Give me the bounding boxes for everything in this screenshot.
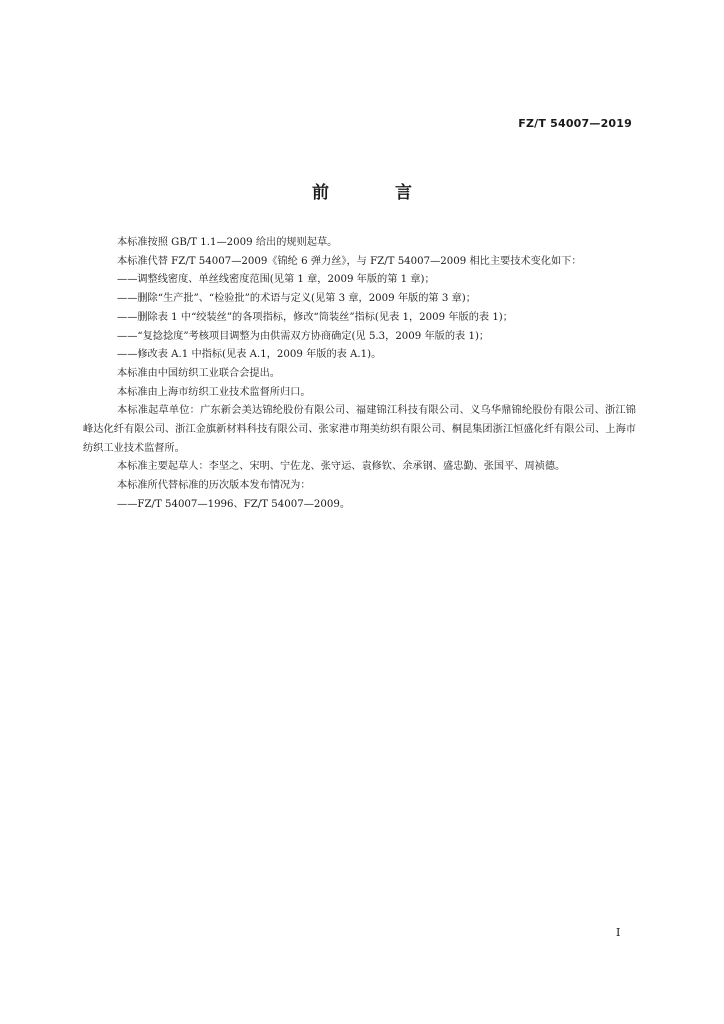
proposer-line: 本标准由中国纺织工业联合会提出。 — [117, 367, 280, 379]
change-item-4: ——“复捻捻度”考核项目调整为由供需双方协商确定(见 5.3，2009 年版的表 1)； — [117, 330, 490, 342]
centralizer-line: 本标准由上海市纺织工业技术监督所归口。 — [117, 386, 311, 398]
drafting-units — [83, 402, 636, 458]
drafting-units-text: 本标准起草单位：广东新会美达锦纶股份有限公司、福建锦江科技有限公司、义乌华鼎锦纶股份有限公司、浙江锦峰达化纤有限公司、浙江金旗新材料科技有限公司、张家港市翔美纺织有限公司、桐昆集团浙江恒盛化纤有限公司、上海市纺织工业技术监督所。 — [83, 405, 636, 454]
page-title: 前 言 — [312, 183, 442, 203]
history-intro: 本标准所代替标准的历次版本发布情况为： — [117, 480, 311, 492]
change-item-1: ——调整线密度、单丝线密度范围(见第 1 章，2009 年版的第 1 章)； — [117, 274, 435, 286]
foreword-body — [83, 234, 636, 515]
change-item-2: ——删除“生产批”、“检验批”的术语与定义(见第 3 章，2009 年版的第 3 章)； — [117, 293, 476, 305]
text-line-2: 本标准代替 FZ/T 54007—2009《锦纶 6 弹力丝》，与 FZ/T 54007—2009 相比主要技术变化如下： — [117, 255, 582, 267]
text-line-1: 本标准按照 GB/T 1.1—2009 给出的规则起草。 — [117, 237, 338, 248]
page-number: I — [616, 926, 621, 939]
change-item-5: ——修改表 A.1 中指标(见表 A.1，2009 年版的表 A.1)。 — [117, 349, 382, 361]
drafters-line: 本标准主要起草人：李坚之、宋明、宁佐龙、张守运、袁修钦、余承钢、盛忠勤、张国平、周祯德。 — [117, 461, 566, 473]
standard-number: FZ/T 54007—2019 — [518, 117, 632, 130]
history-versions: ——FZ/T 54007—1996、FZ/T 54007—2009。 — [117, 498, 351, 510]
change-item-3: ——删除表 1 中“绞装丝”的各项指标，修改“筒装丝”指标(见表 1，2009 年版的表 1)； — [117, 311, 513, 323]
